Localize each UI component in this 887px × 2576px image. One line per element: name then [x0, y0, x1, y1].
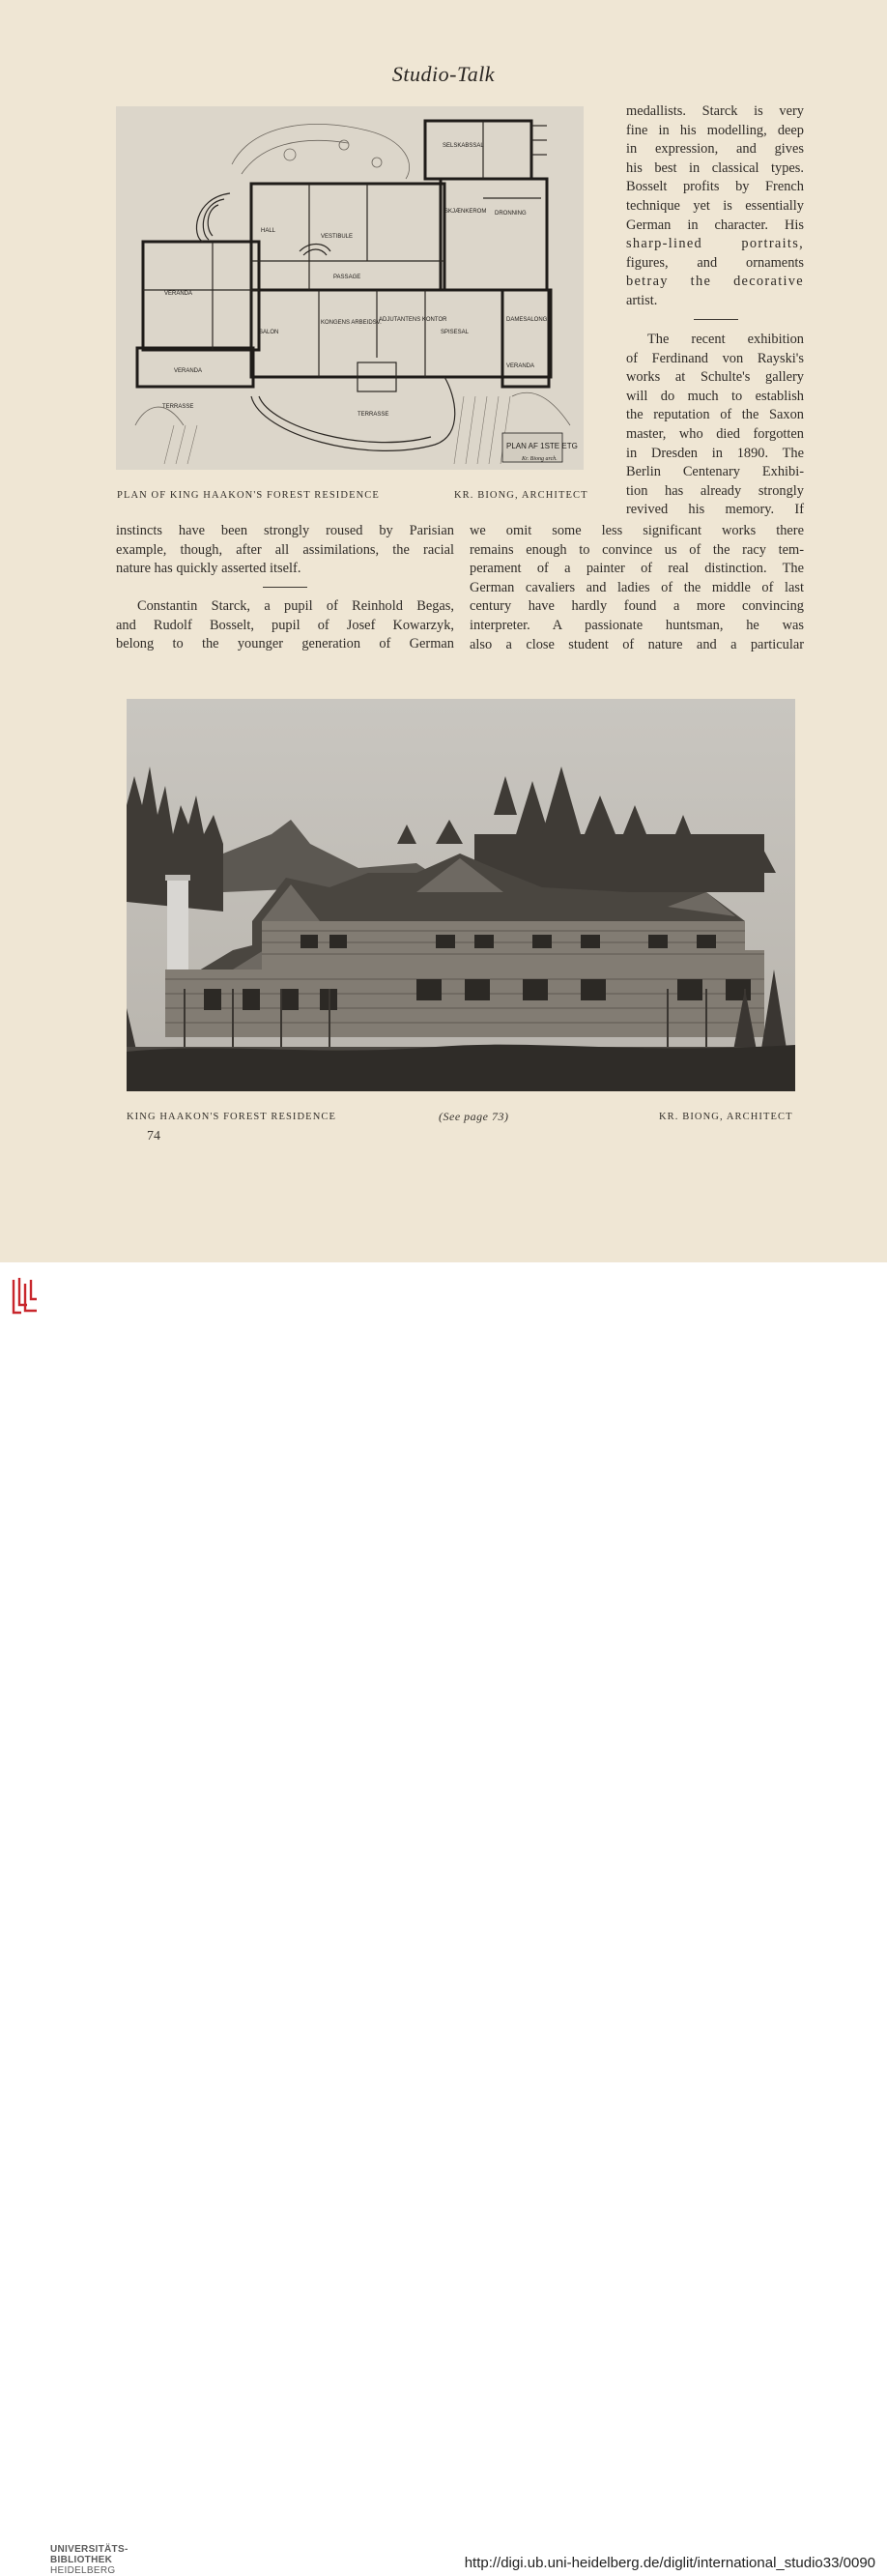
room-label-hall: HALL: [261, 228, 276, 234]
text-line: Bosselt profits by French: [626, 179, 804, 195]
text-line: fine in his modelling, deep: [626, 122, 804, 138]
running-head: Studio-Talk: [391, 62, 496, 86]
text-line: will do much to establish: [626, 388, 804, 404]
text-line: The recent exhibition: [647, 332, 804, 347]
plan-caption-right: KR. BIONG, ARCHITECT: [454, 490, 588, 501]
room-label-passage: PASSAGE: [333, 275, 361, 280]
architect-signature: Kr. Biong arch.: [522, 456, 558, 462]
room-label-selskabs: SELSKABSSAL: [443, 143, 484, 149]
text-line: we omit some less significant works there: [470, 523, 804, 538]
text-line: of Ferdinand von Rayski's: [626, 350, 804, 366]
right-column-bottom: [470, 522, 804, 654]
text-line: the reputation of the Saxon: [626, 407, 804, 423]
text-line: betray the decorative: [626, 274, 804, 290]
text-line: German in character. His: [626, 217, 804, 233]
text-line: his best in classical types.: [626, 159, 804, 176]
text-line: and Rudolf Bosselt, pupil of Josef Kowarzyk,: [116, 617, 454, 633]
text-line: century have hardly found a more convincing: [470, 598, 804, 615]
residence-drawing: [127, 699, 795, 1091]
text-line: master, who died forgotten: [626, 425, 804, 442]
text-line: tion has already strongly: [626, 482, 804, 499]
text-line: works at Schulte's gallery: [626, 369, 804, 386]
text-line: revived his memory. If: [626, 502, 804, 518]
room-label-vestibule: VESTIBULE: [321, 234, 354, 240]
room-label-veranda-west: VERANDA: [174, 368, 203, 374]
text-line: in expression, and gives: [626, 141, 804, 158]
text-line: German cavaliers and ladies of the middle of last: [470, 579, 804, 595]
room-label-dame: DAMESALONG: [506, 317, 548, 323]
library-name-line: HEIDELBERG: [50, 2565, 116, 2576]
photo-caption-mid: (See page 73): [439, 1110, 509, 1123]
section-rule-left: [263, 587, 307, 588]
room-label-veranda-east: VERANDA: [506, 363, 535, 369]
left-column-starck: [116, 597, 454, 654]
library-name-line: BIBLIOTHEK: [50, 2555, 113, 2565]
text-line: instincts have been strongly roused by Parisian: [116, 523, 454, 538]
text-line: remains enough to convince us of the racy tem-: [470, 541, 804, 558]
floor-plan-illustration: [116, 106, 584, 470]
text-line: Berlin Centenary Exhibi-: [626, 464, 804, 480]
viewer-footer: [0, 1262, 887, 2576]
left-column: [116, 522, 454, 579]
text-line: medallists. Starck is very: [626, 103, 804, 119]
section-rule-right: [694, 319, 738, 320]
text-line: artist.: [626, 292, 658, 308]
room-label-kontor: ADJUTANTENS KONTOR: [379, 317, 447, 323]
room-label-terrasse: TERRASSE: [358, 412, 389, 418]
residence-photograph: [127, 699, 795, 1091]
library-name: [50, 2544, 129, 2576]
floor-plan-drawing: [116, 106, 584, 470]
photo-caption-left: KING HAAKON'S FOREST RESIDENCE: [127, 1112, 337, 1122]
room-label-spisesal: SPISESAL: [441, 330, 470, 335]
library-logo-icon: [10, 1274, 41, 1317]
room-label-veranda: VERANDA: [164, 291, 193, 297]
text-line: sharp-lined portraits,: [626, 236, 804, 252]
text-line: interpreter. A passionate huntsman, he was: [470, 617, 804, 633]
page-number: 74: [147, 1129, 160, 1143]
room-label-salon: SALON: [259, 330, 279, 335]
text-line: figures, and ornaments: [626, 254, 804, 271]
permalink[interactable]: http://digi.ub.uni-heidelberg.de/diglit/international_studio33/0090: [464, 2555, 875, 2571]
text-line: example, though, after all assimilations, the racial: [116, 541, 454, 558]
room-label-kjokken: SKJÆNKEROM: [444, 209, 487, 215]
plan-title: PLAN AF 1STE ETG: [506, 442, 578, 450]
plan-caption-left: PLAN OF KING HAAKON'S FOREST RESIDENCE: [117, 490, 380, 501]
room-label-kongens: KONGENS ARBEIDSV.: [321, 320, 382, 326]
room-label-dronning: DRONNING: [495, 211, 527, 217]
text-line: technique yet is essentially: [626, 197, 804, 214]
photo-caption-right: KR. BIONG, ARCHITECT: [659, 1112, 793, 1122]
scanned-page: [0, 0, 887, 1262]
text-line: in Dresden in 1890. The: [626, 445, 804, 461]
library-name-line: UNIVERSITÄTS-: [50, 2544, 129, 2555]
right-column-rayski: [626, 331, 804, 520]
text-line: belong to the younger generation of German: [116, 636, 454, 652]
text-line: also a close student of nature and a particular: [470, 636, 804, 652]
text-line: perament of a painter of real distinction. The: [470, 561, 804, 577]
text-line: Constantin Starck, a pupil of Reinhold Begas,: [137, 598, 454, 614]
room-label-terrasse-west: TERRASSE: [162, 404, 194, 410]
right-column-top: [626, 102, 804, 311]
text-line: nature has quickly asserted itself.: [116, 561, 301, 577]
